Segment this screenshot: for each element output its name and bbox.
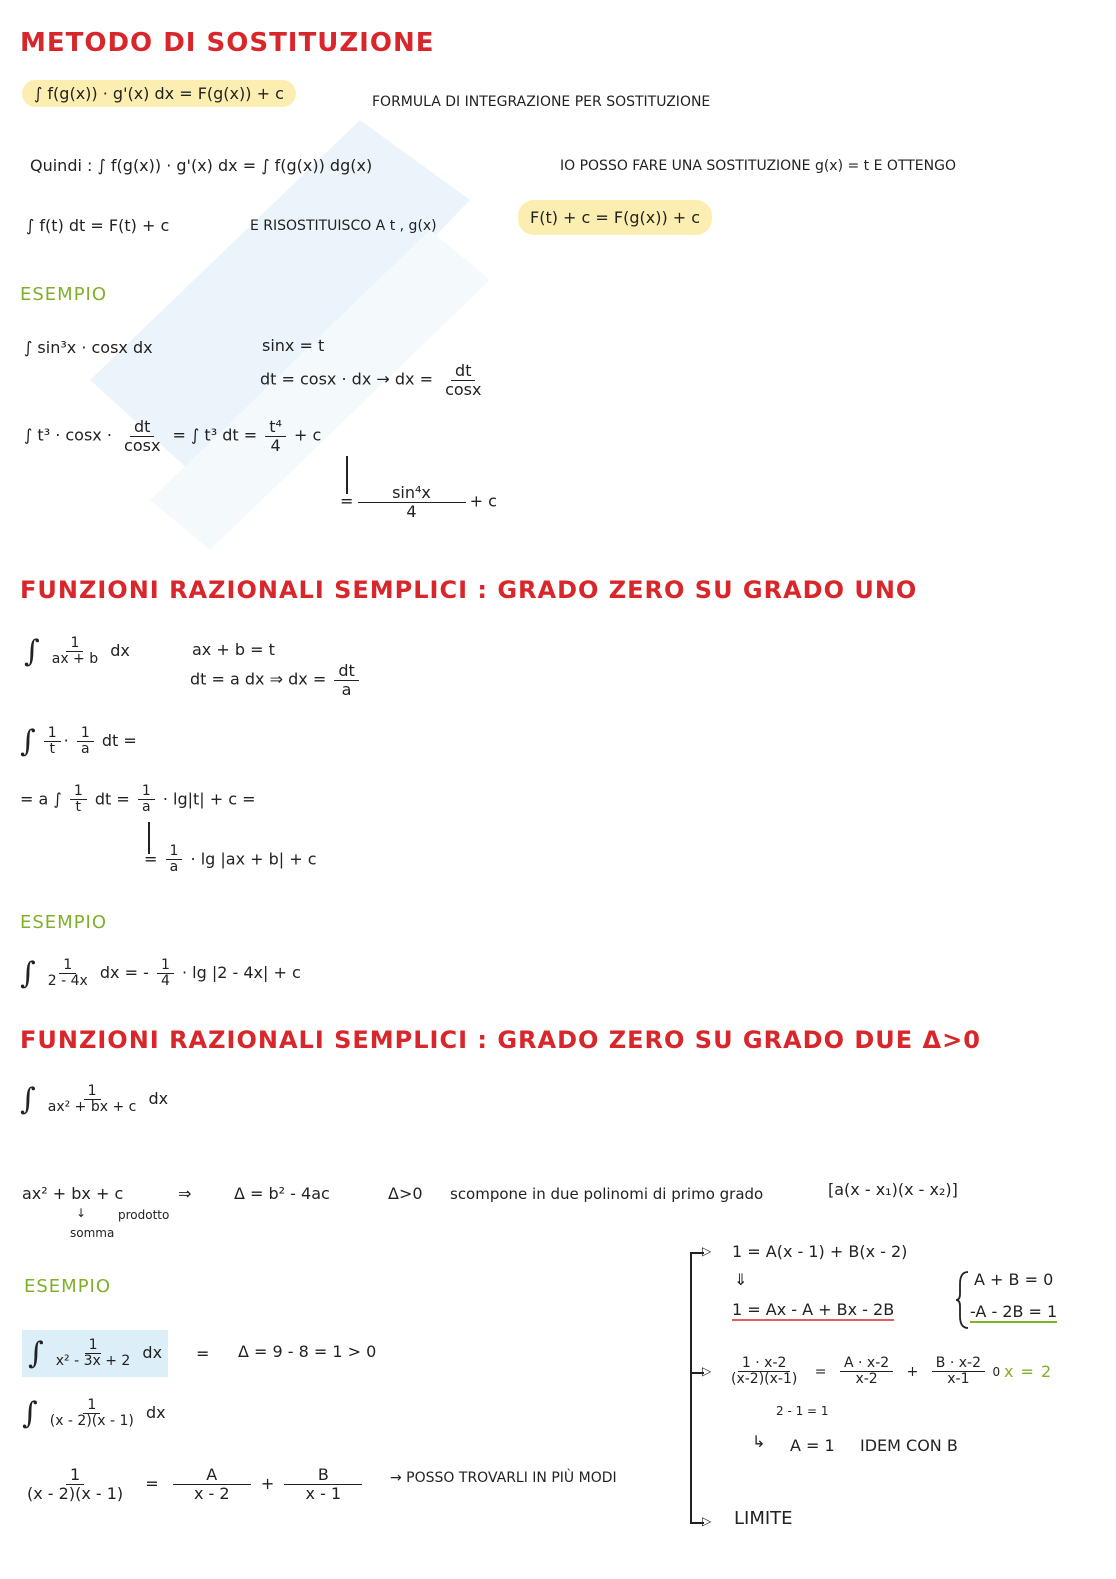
example1-step1 bbox=[24, 418, 321, 454]
frac-den: 4 bbox=[160, 973, 170, 989]
frac-den: a bbox=[169, 859, 179, 876]
highlighted-result: F(t) + c = F(g(x)) + c bbox=[518, 200, 712, 235]
frac-den: ax² + bx + c bbox=[47, 1099, 137, 1115]
frac-den: (x - 2)(x - 1) bbox=[27, 1483, 124, 1503]
example1-differential bbox=[260, 362, 488, 398]
system-eq1: A + B = 0 bbox=[974, 1270, 1054, 1289]
plus-sign: + bbox=[260, 1473, 275, 1493]
step1-b: = ∫ t³ dt = bbox=[172, 425, 258, 445]
system-eq2-text: -A - 2B = 1 bbox=[970, 1302, 1058, 1321]
arrow-right-icon: ▷ bbox=[702, 1514, 712, 1528]
eq-sign: = bbox=[145, 1473, 159, 1493]
frac-num: 1 bbox=[166, 844, 183, 860]
expanded-text: 1 = Ax - A + Bx - 2B bbox=[732, 1300, 895, 1319]
step-text: dx = - bbox=[99, 963, 149, 982]
step2-c: + c bbox=[469, 491, 497, 511]
integral-sign: ∫ bbox=[20, 956, 36, 991]
frac-den: x-2 bbox=[855, 1371, 878, 1388]
frac-num: 1 bbox=[66, 1466, 84, 1485]
sec3-arrow: ⇒ bbox=[178, 1184, 192, 1203]
somma-label: somma bbox=[70, 1226, 115, 1240]
eq-sign: = bbox=[814, 1363, 827, 1380]
step-text: · lg |ax + b| + c bbox=[190, 849, 317, 869]
step-text: · lg|t| + c = bbox=[162, 789, 256, 809]
example1-sub: sinx = t bbox=[262, 336, 325, 355]
example3-eq: = bbox=[196, 1344, 210, 1363]
frac-num: A · x-2 bbox=[840, 1356, 893, 1372]
method1-expanded bbox=[732, 1300, 894, 1319]
step-text: dt = bbox=[94, 789, 130, 809]
quindi-note: IO POSSO FARE UNA SOSTITUZIONE g(x) = t E OTTENGO bbox=[560, 158, 956, 174]
substitution-result: ∫ f(t) dt = F(t) + c bbox=[26, 216, 170, 235]
frac-num: A bbox=[173, 1466, 251, 1485]
example2-line bbox=[20, 956, 301, 991]
formula-box bbox=[22, 84, 296, 103]
sec3-delta-pos: Δ>0 bbox=[388, 1184, 423, 1203]
highlighted-integral bbox=[22, 1330, 168, 1377]
implies-icon: ⇓ bbox=[734, 1270, 748, 1289]
diff-text: dt = cosx · dx → dx = bbox=[260, 369, 433, 389]
dx: dx bbox=[110, 641, 130, 660]
frac-num: 1 bbox=[83, 1398, 100, 1414]
integral-sign: ∫ bbox=[20, 724, 36, 759]
dx: dx bbox=[148, 1089, 169, 1108]
example3-integral bbox=[22, 1330, 168, 1377]
example1-step2 bbox=[340, 484, 497, 520]
frac-den: a bbox=[341, 679, 352, 699]
frac-num: dt bbox=[334, 662, 358, 681]
frac-num: 1 bbox=[84, 1084, 101, 1100]
frac-den: t bbox=[49, 741, 55, 757]
a-value: A = 1 bbox=[790, 1436, 835, 1455]
sec2-step2 bbox=[20, 784, 256, 816]
section-title-sostituzione: METODO DI SOSTITUZIONE bbox=[20, 28, 435, 58]
highlighted-formula: ∫ f(g(x)) · g'(x) dx = F(g(x)) + c bbox=[22, 80, 296, 107]
frac-num: 1 bbox=[85, 1338, 102, 1354]
example3-integral2 bbox=[22, 1396, 166, 1431]
resubstitute-note: E RISOSTITUISCO A t , g(x) bbox=[250, 218, 437, 234]
sec3-note: scompone in due polinomi di primo grado bbox=[450, 1185, 764, 1203]
frac-num: 1 bbox=[70, 784, 87, 800]
frac-num: 1 · x-2 bbox=[738, 1356, 791, 1372]
arrow-right-icon: ▷ bbox=[702, 1244, 712, 1258]
step-text: · lg |2 - 4x| + c bbox=[181, 963, 301, 982]
example-label-2: ESEMPIO bbox=[20, 912, 108, 933]
step1-c: + c bbox=[294, 425, 322, 445]
sec3-integral bbox=[20, 1082, 168, 1117]
integral-sign: ∫ bbox=[28, 1336, 44, 1371]
arrow-down-icon: ↓ bbox=[76, 1206, 87, 1220]
integral-sign: ∫ bbox=[24, 634, 40, 669]
diff-text: dt = a dx ⇒ dx = bbox=[190, 669, 327, 689]
sec2-step1: ∫ $\frac{1}{t}$ · $\frac{1}{a}$ dt = bbox=[20, 724, 137, 759]
prodotto-label: prodotto bbox=[118, 1208, 170, 1222]
system-brace bbox=[956, 1270, 970, 1330]
example3-delta: Δ = 9 - 8 = 1 > 0 bbox=[238, 1342, 377, 1361]
pf-note: → POSSO TROVARLI IN PIÙ MODI bbox=[390, 1470, 617, 1486]
section-title-grado-uno: FUNZIONI RAZIONALI SEMPLICI : GRADO ZERO SU GRADO UNO bbox=[20, 576, 918, 604]
frac-den: 2 - 4x bbox=[47, 973, 88, 989]
frac-den: t bbox=[75, 799, 82, 816]
integral-sign: ∫ bbox=[20, 1082, 36, 1117]
partial-fractions bbox=[20, 1466, 361, 1502]
corner-arrow-icon: ↳ bbox=[752, 1432, 766, 1451]
frac-num: t⁴ bbox=[265, 418, 286, 437]
frac-den: cosx bbox=[445, 379, 482, 399]
example1-integral: ∫ sin³x · cosx dx bbox=[24, 338, 153, 357]
frac-den: a bbox=[80, 741, 90, 757]
frac-den: (x-2)(x-1) bbox=[731, 1371, 798, 1388]
example-label-1: ESEMPIO bbox=[20, 284, 108, 305]
frac-den: 4 bbox=[406, 501, 417, 521]
frac-num: 1 bbox=[77, 726, 94, 742]
final-result-box bbox=[518, 208, 712, 227]
tree-trunk bbox=[690, 1252, 692, 1522]
quindi-line: Quindi : ∫ f(g(x)) · g'(x) dx = ∫ f(g(x)) dg(x) bbox=[30, 156, 373, 175]
frac-den: x - 2 bbox=[193, 1483, 230, 1503]
frac-den: x-1 bbox=[947, 1371, 970, 1388]
step-text: dt = bbox=[101, 731, 137, 750]
sec3-poly: ax² + bx + c bbox=[22, 1184, 124, 1203]
section-title-grado-due: FUNZIONI RAZIONALI SEMPLICI : GRADO ZERO SU GRADO DUE Δ>0 bbox=[20, 1026, 981, 1054]
frac-num: 1 bbox=[66, 636, 83, 652]
step2-eq: = bbox=[340, 491, 354, 511]
frac-num: dt bbox=[130, 418, 154, 437]
frac-den: a bbox=[142, 799, 151, 816]
step1-a: ∫ t³ · cosx · bbox=[24, 425, 112, 445]
plus-sign: + bbox=[906, 1363, 919, 1380]
zero-mark: 0 bbox=[992, 1364, 1001, 1379]
step-text: = bbox=[144, 849, 158, 869]
frac-den: 4 bbox=[270, 435, 281, 455]
frac-num: B · x-2 bbox=[932, 1356, 985, 1372]
frac-num: dt bbox=[451, 362, 475, 381]
frac-den: (x - 2)(x - 1) bbox=[49, 1413, 134, 1429]
frac-den: x² - 3x + 2 bbox=[55, 1353, 131, 1369]
step-text: = a ∫ bbox=[20, 789, 62, 809]
frac-den: x - 1 bbox=[305, 1483, 342, 1503]
dx: dx bbox=[145, 1403, 166, 1422]
frac-den: cosx bbox=[124, 435, 161, 455]
frac-num: sin⁴x bbox=[358, 484, 466, 503]
idem-note: IDEM CON B bbox=[860, 1436, 958, 1455]
integral-sign: ∫ bbox=[22, 1396, 38, 1431]
method2-eq bbox=[724, 1356, 1000, 1388]
substitution-check: 2 - 1 = 1 bbox=[776, 1404, 829, 1418]
sec2-integral bbox=[24, 634, 130, 669]
sec2-differential bbox=[190, 662, 362, 698]
example-label-3: ESEMPIO bbox=[24, 1276, 112, 1297]
frac-num: 1 bbox=[157, 958, 174, 974]
sec3-bracket: [a(x - x₁)(x - x₂)] bbox=[828, 1180, 958, 1199]
frac-num: 1 bbox=[138, 784, 155, 800]
method3-limite: LIMITE bbox=[734, 1508, 793, 1529]
sec3-delta: Δ = b² - 4ac bbox=[234, 1184, 330, 1203]
method1-eq: 1 = A(x - 1) + B(x - 2) bbox=[732, 1242, 908, 1261]
frac-num: 1 bbox=[44, 726, 61, 742]
sec2-step3 bbox=[144, 844, 317, 876]
formula-note: FORMULA DI INTEGRAZIONE PER SOSTITUZIONE bbox=[372, 94, 711, 110]
dx: dx bbox=[142, 1343, 163, 1362]
system-eq2 bbox=[970, 1302, 1057, 1321]
frac-den: ax + b bbox=[51, 651, 99, 667]
frac-num: B bbox=[284, 1466, 362, 1485]
arrow-right-icon: ▷ bbox=[702, 1364, 712, 1378]
sec2-sub: ax + b = t bbox=[192, 640, 275, 659]
frac-num: 1 bbox=[59, 958, 76, 974]
x-equals-2: x = 2 bbox=[1004, 1362, 1053, 1381]
